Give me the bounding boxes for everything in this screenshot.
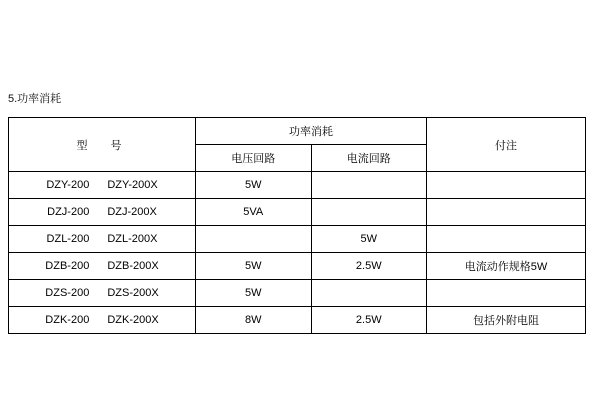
table-row [9,226,586,253]
table-row [9,172,586,199]
cell-note [427,172,586,199]
model-code-a: DZS-200 [45,287,90,299]
power-consumption-table [8,117,586,334]
cell-note: 包括外附电阻 [427,307,586,334]
model-code-a: DZB-200 [45,260,90,272]
table-row [9,199,586,226]
cell-voltage: 5W [196,280,312,307]
cell-note [427,280,586,307]
cell-current [311,199,427,226]
cell-note [427,199,586,226]
model-code-a: DZK-200 [45,314,90,326]
header-model: 型 号 [9,118,196,172]
cell-current: 5W [311,226,427,253]
cell-model [9,226,196,253]
cell-voltage [196,226,312,253]
header-note: 付注 [427,118,586,172]
cell-voltage: 5W [196,172,312,199]
cell-model [9,253,196,280]
model-code-a: DZL-200 [46,233,90,245]
cell-current: 2.5W [311,253,427,280]
model-code-a: DZY-200 [46,179,90,191]
cell-note [427,226,586,253]
model-code-b: DZJ-200X [107,206,157,218]
cell-current [311,280,427,307]
cell-model [9,172,196,199]
model-code-b: DZK-200X [107,314,159,326]
cell-current: 2.5W [311,307,427,334]
model-code-b: DZL-200X [107,233,158,245]
power-consumption-table-wrapper [8,117,586,334]
table-row [9,280,586,307]
cell-model [9,199,196,226]
header-power-consumption: 功率消耗 [196,118,427,145]
header-voltage-circuit: 电压回路 [196,145,312,172]
section-title: 5.功率消耗 [8,93,62,105]
model-code-b: DZY-200X [107,179,158,191]
model-code-b: DZB-200X [107,260,159,272]
cell-model [9,280,196,307]
table-row [9,307,586,334]
header-current-circuit: 电流回路 [311,145,427,172]
cell-voltage: 8W [196,307,312,334]
table-header-row-1 [9,118,586,145]
model-code-a: DZJ-200 [47,206,90,218]
cell-voltage: 5VA [196,199,312,226]
cell-voltage: 5W [196,253,312,280]
cell-current [311,172,427,199]
table-row [9,253,586,280]
model-code-b: DZS-200X [107,287,159,299]
cell-model [9,307,196,334]
cell-note: 电流动作规格5W [427,253,586,280]
